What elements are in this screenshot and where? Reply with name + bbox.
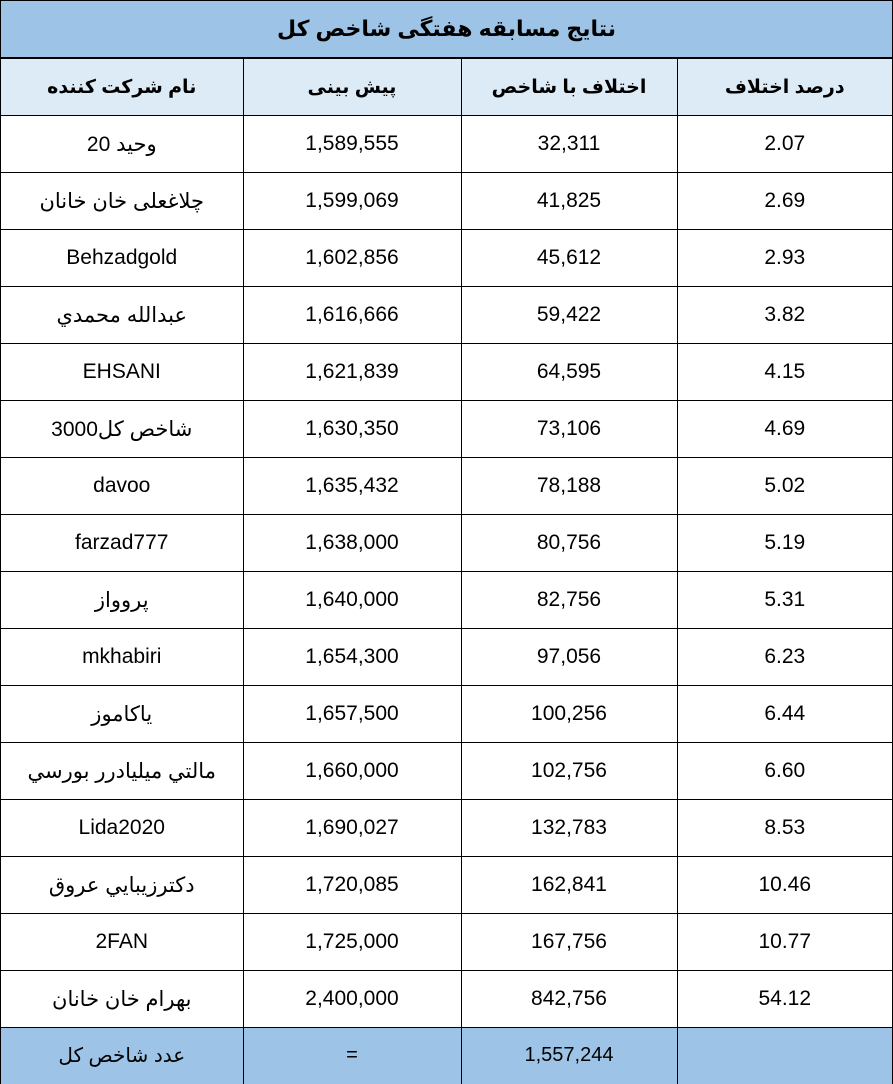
footer-label: عدد شاخص کل (1, 1028, 243, 1084)
cell-percent: 5.31 (677, 572, 892, 629)
cell-name: بهرام خان خانان (1, 971, 243, 1028)
table-row (1, 230, 892, 287)
cell-percent: 3.82 (677, 287, 892, 344)
header-difference: اختلاف با شاخص (461, 59, 677, 116)
cell-prediction: 2,400,000 (243, 971, 461, 1028)
table-row (1, 686, 892, 743)
cell-prediction: 1,630,350 (243, 401, 461, 458)
cell-percent: 6.44 (677, 686, 892, 743)
cell-difference: 97,056 (461, 629, 677, 686)
table-row (1, 800, 892, 857)
table-row (1, 344, 892, 401)
table-row (1, 401, 892, 458)
cell-prediction: 1,589,555 (243, 116, 461, 173)
cell-name: دکترزيبايي عروق (1, 857, 243, 914)
cell-name: پروواز (1, 572, 243, 629)
cell-difference: 78,188 (461, 458, 677, 515)
cell-percent: 2.69 (677, 173, 892, 230)
table-row (1, 629, 892, 686)
cell-percent: 6.23 (677, 629, 892, 686)
cell-percent: 2.07 (677, 116, 892, 173)
cell-name: یاکاموز (1, 686, 243, 743)
cell-name: عبدالله محمدي (1, 287, 243, 344)
cell-difference: 45,612 (461, 230, 677, 287)
cell-prediction: 1,599,069 (243, 173, 461, 230)
cell-prediction: 1,725,000 (243, 914, 461, 971)
cell-percent: 4.69 (677, 401, 892, 458)
cell-percent: 5.02 (677, 458, 892, 515)
cell-difference: 102,756 (461, 743, 677, 800)
cell-difference: 132,783 (461, 800, 677, 857)
cell-prediction: 1,654,300 (243, 629, 461, 686)
sheet-title: نتایج مسابقه هفتگی شاخص کل (1, 1, 892, 58)
header-prediction: پیش بینی (243, 59, 461, 116)
cell-prediction: 1,635,432 (243, 458, 461, 515)
cell-name: mkhabiri (1, 629, 243, 686)
footer-equals: = (243, 1028, 461, 1084)
cell-difference: 82,756 (461, 572, 677, 629)
cell-percent: 54.12 (677, 971, 892, 1028)
table-row (1, 458, 892, 515)
cell-prediction: 1,621,839 (243, 344, 461, 401)
cell-percent: 8.53 (677, 800, 892, 857)
cell-prediction: 1,657,500 (243, 686, 461, 743)
results-table (1, 58, 892, 1084)
cell-difference: 167,756 (461, 914, 677, 971)
header-company: نام شرکت کننده (1, 59, 243, 116)
cell-difference: 41,825 (461, 173, 677, 230)
cell-prediction: 1,638,000 (243, 515, 461, 572)
cell-name: مالتي ميليادرر بورسي (1, 743, 243, 800)
cell-difference: 100,256 (461, 686, 677, 743)
table-row (1, 971, 892, 1028)
cell-percent: 10.46 (677, 857, 892, 914)
table-row (1, 914, 892, 971)
cell-prediction: 1,720,085 (243, 857, 461, 914)
cell-name: EHSANI (1, 344, 243, 401)
cell-prediction: 1,602,856 (243, 230, 461, 287)
table-row (1, 743, 892, 800)
cell-percent: 6.60 (677, 743, 892, 800)
cell-name: davoo (1, 458, 243, 515)
footer-empty (677, 1028, 892, 1084)
table-row (1, 287, 892, 344)
table-row (1, 515, 892, 572)
cell-name: چلاغعلی خان خانان (1, 173, 243, 230)
cell-name: 2FAN (1, 914, 243, 971)
cell-percent: 5.19 (677, 515, 892, 572)
cell-percent: 2.93 (677, 230, 892, 287)
header-percent: درصد اختلاف (677, 59, 892, 116)
cell-name: وحید 20 (1, 116, 243, 173)
cell-name: Lida2020 (1, 800, 243, 857)
cell-difference: 73,106 (461, 401, 677, 458)
table-row (1, 572, 892, 629)
table-row (1, 173, 892, 230)
table-row (1, 857, 892, 914)
cell-difference: 59,422 (461, 287, 677, 344)
footer-value: 1,557,244 (461, 1028, 677, 1084)
cell-percent: 4.15 (677, 344, 892, 401)
cell-prediction: 1,690,027 (243, 800, 461, 857)
cell-difference: 64,595 (461, 344, 677, 401)
cell-percent: 10.77 (677, 914, 892, 971)
cell-name: Behzadgold (1, 230, 243, 287)
cell-prediction: 1,640,000 (243, 572, 461, 629)
cell-difference: 162,841 (461, 857, 677, 914)
cell-prediction: 1,616,666 (243, 287, 461, 344)
cell-difference: 842,756 (461, 971, 677, 1028)
cell-difference: 80,756 (461, 515, 677, 572)
cell-prediction: 1,660,000 (243, 743, 461, 800)
cell-name: farzad777 (1, 515, 243, 572)
footer-row (1, 1028, 892, 1084)
cell-name: شاخص کل3000 (1, 401, 243, 458)
cell-difference: 32,311 (461, 116, 677, 173)
header-row (1, 59, 892, 116)
table-row (1, 116, 892, 173)
